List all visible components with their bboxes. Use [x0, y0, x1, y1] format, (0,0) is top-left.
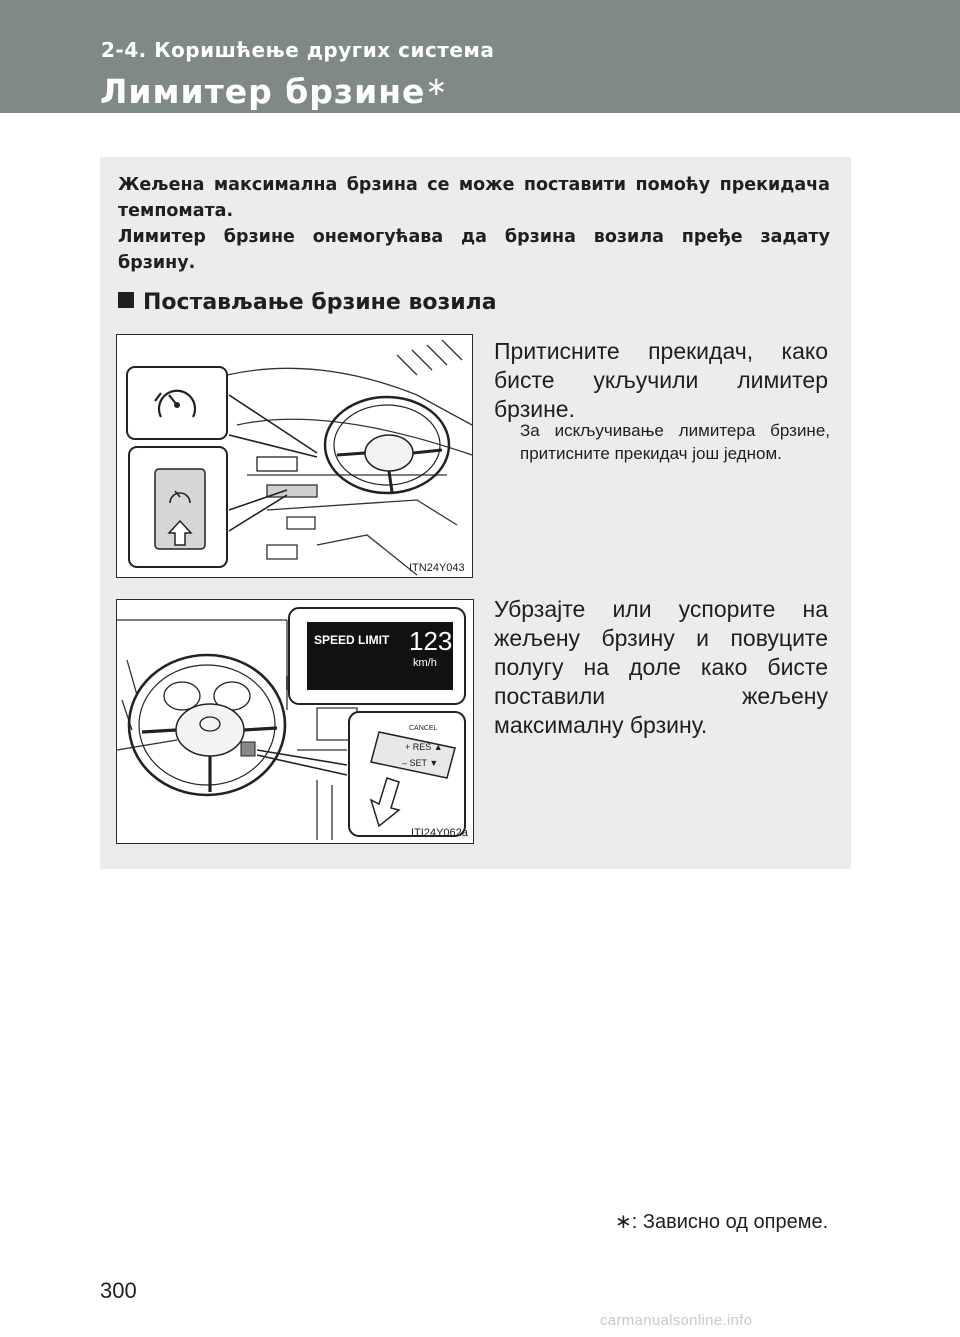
step-2-text: Убрзајте или успорите на жељену брзину и повуците полугу на доле како бисте поставили жељену максималну брзину.	[494, 596, 828, 738]
lever-cancel-label: CANCEL	[409, 725, 438, 732]
display-label: SPEED LIMIT	[314, 633, 390, 647]
footnote: ∗: Зависно од опреме.	[615, 1211, 829, 1233]
dashboard-illustration-2	[117, 600, 473, 843]
subheading	[118, 290, 497, 315]
dashboard-illustration-1	[117, 335, 472, 577]
figure-code-1: ITN24Y043	[409, 562, 465, 574]
subheading-text: Постављање брзине возила	[143, 290, 497, 315]
lever-res-label: + RES ▲	[405, 742, 443, 752]
display-speed: 123	[409, 626, 453, 656]
figure-code-2: ITI24Y062a	[411, 827, 468, 839]
bullet-square-icon	[118, 292, 134, 308]
step-1-note: За искључивање лимитера брзине, притисните прекидач још једном.	[520, 421, 830, 463]
chapter-header	[0, 0, 960, 113]
page-title-text: Лимитер брзине	[100, 72, 426, 111]
figure-speed-limit-set	[116, 599, 474, 844]
intro-line-2: Лимитер брзине онемогућава да брзина возила пређе задату брзину.	[118, 227, 830, 273]
intro-text	[118, 172, 830, 276]
display-unit: km/h	[413, 657, 437, 669]
page-title	[100, 72, 448, 111]
step-1-text: Притисните прекидач, како бисте укључили лимитер брзине.	[494, 338, 828, 422]
figure-limiter-switch	[116, 334, 473, 578]
intro-line-1: Жељена максимална брзина се може поставити помоћу прекидача темпомата.	[118, 175, 830, 221]
watermark: carmanualsonline.info	[600, 1312, 753, 1329]
lever-set-label: – SET ▼	[402, 758, 439, 768]
page-number: 300	[100, 1278, 137, 1303]
title-footnote-mark: ∗	[425, 72, 449, 102]
section-label: 2-4. Коришћење других система	[101, 38, 495, 62]
